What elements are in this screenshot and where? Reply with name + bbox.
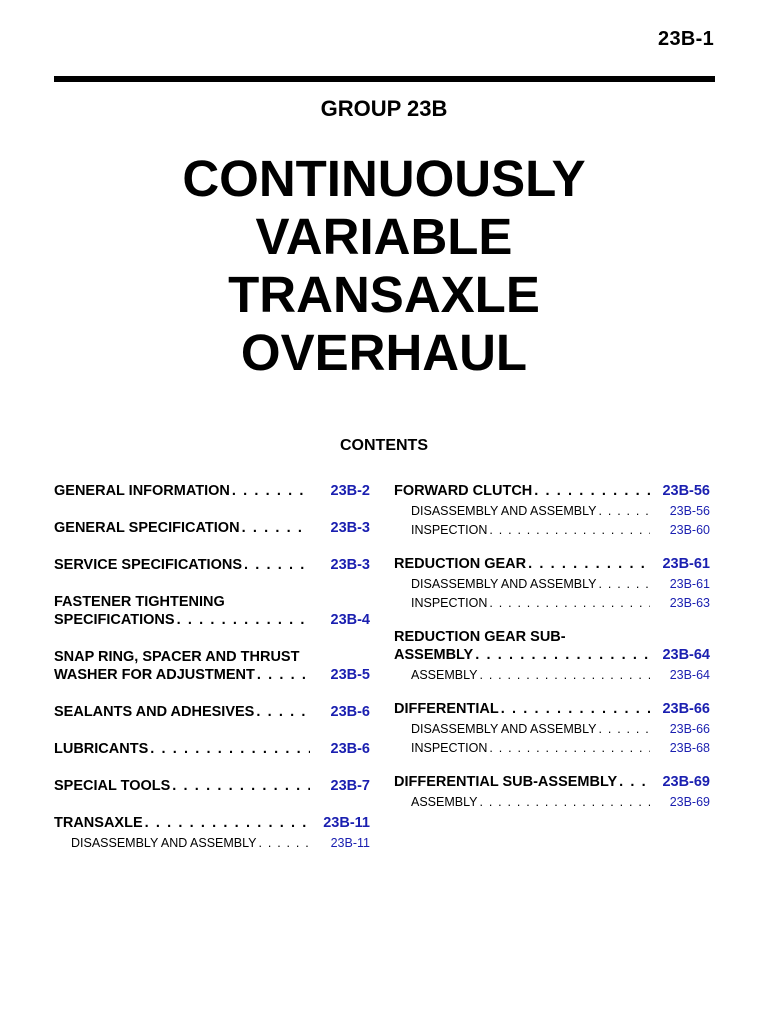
- dot-leader: [528, 555, 650, 573]
- toc-sub-entry[interactable]: [54, 834, 370, 853]
- toc-sub-label: INSPECTION: [411, 523, 488, 537]
- toc-page-link[interactable]: 23B-11: [323, 815, 370, 831]
- toc-left-column: [54, 482, 370, 868]
- toc-sub-label: DISASSEMBLY AND ASSEMBLY: [411, 577, 597, 591]
- dot-leader: [599, 720, 651, 739]
- toc-entry[interactable]: [54, 777, 370, 795]
- dot-leader: [489, 521, 650, 540]
- toc-sub-page-link[interactable]: 23B-63: [669, 596, 710, 610]
- title-line: OVERHAUL: [240, 324, 528, 381]
- dot-leader: [242, 519, 310, 537]
- toc-page-link[interactable]: 23B-66: [662, 701, 710, 717]
- toc-entry[interactable]: [394, 482, 710, 540]
- toc-entry-label: SERVICE SPECIFICATIONS: [54, 557, 242, 573]
- toc-page-link[interactable]: 23B-56: [662, 483, 710, 499]
- dot-leader: [150, 740, 310, 758]
- toc-sub-page-link[interactable]: 23B-69: [669, 795, 710, 809]
- toc-sub-page-link[interactable]: 23B-68: [669, 741, 710, 755]
- dot-leader: [479, 793, 650, 812]
- page-number: 23B-1: [658, 28, 714, 50]
- toc-page-link[interactable]: 23B-69: [662, 774, 710, 790]
- toc-page-link[interactable]: 23B-3: [330, 557, 370, 573]
- toc-entry[interactable]: [54, 814, 370, 853]
- toc-entry-label: ASSEMBLY: [394, 647, 474, 663]
- toc-page-link[interactable]: 23B-3: [330, 520, 370, 536]
- toc-sub-label: DISASSEMBLY AND ASSEMBLY: [411, 722, 597, 736]
- title-line: CONTINUOUSLY: [182, 150, 586, 207]
- toc-page-link[interactable]: 23B-61: [662, 556, 710, 572]
- toc-entry-label: FORWARD CLUTCH: [394, 483, 533, 499]
- toc-sub-entry[interactable]: [394, 575, 710, 594]
- toc-page-link[interactable]: 23B-2: [330, 483, 370, 499]
- toc-entry[interactable]: [54, 703, 370, 721]
- dot-leader: [619, 773, 650, 791]
- dot-leader: [479, 666, 650, 685]
- toc-sub-page-link[interactable]: 23B-64: [669, 668, 710, 682]
- dot-leader: [501, 700, 650, 718]
- toc-sub-label: INSPECTION: [411, 741, 488, 755]
- toc-entry-label: GENERAL SPECIFICATION: [54, 520, 240, 536]
- toc-page-link[interactable]: 23B-6: [330, 704, 370, 720]
- toc-entry-label: LUBRICANTS: [54, 741, 149, 757]
- dot-leader: [177, 611, 310, 629]
- toc-sub-page-link[interactable]: 23B-56: [669, 504, 710, 518]
- dot-leader: [534, 482, 650, 500]
- toc-sub-page-link[interactable]: 23B-60: [669, 523, 710, 537]
- toc-entry[interactable]: [54, 648, 370, 684]
- toc-entry-label: SPECIAL TOOLS: [54, 778, 171, 794]
- toc-page-link[interactable]: 23B-5: [330, 667, 370, 683]
- toc-entry[interactable]: [54, 519, 370, 537]
- toc-sub-page-link[interactable]: 23B-66: [669, 722, 710, 736]
- toc-entry[interactable]: [394, 555, 710, 613]
- toc-sub-entry[interactable]: [394, 720, 710, 739]
- dot-leader: [259, 834, 311, 853]
- toc-entry[interactable]: [394, 773, 710, 812]
- dot-leader: [489, 739, 650, 758]
- toc-entry-label: REDUCTION GEAR: [394, 556, 527, 572]
- toc-page-link[interactable]: 23B-64: [662, 647, 710, 663]
- page-title: [0, 150, 768, 382]
- dot-leader: [145, 814, 310, 832]
- toc-entry-label: DIFFERENTIAL SUB-ASSEMBLY: [394, 774, 618, 790]
- dot-leader: [257, 666, 310, 684]
- dot-leader: [475, 646, 650, 664]
- toc-entry[interactable]: [54, 593, 370, 629]
- dot-leader: [489, 594, 650, 613]
- toc-sub-entry[interactable]: [394, 739, 710, 758]
- toc-sub-entry[interactable]: [394, 793, 710, 812]
- toc-page-link[interactable]: 23B-4: [330, 612, 370, 628]
- toc-sub-label: DISASSEMBLY AND ASSEMBLY: [71, 836, 257, 850]
- toc-page-link[interactable]: 23B-7: [330, 778, 370, 794]
- toc-entry-label: WASHER FOR ADJUSTMENT: [54, 667, 255, 683]
- toc-entry[interactable]: [54, 482, 370, 500]
- toc-entry-label: TRANSAXLE: [54, 815, 143, 831]
- header-rule: [54, 76, 715, 82]
- group-label: GROUP 23B: [320, 96, 448, 121]
- toc-entry-label: SPECIFICATIONS: [54, 612, 175, 628]
- toc-sub-label: ASSEMBLY: [411, 668, 478, 682]
- dot-leader: [256, 703, 310, 721]
- toc-page-link[interactable]: 23B-6: [330, 741, 370, 757]
- toc-right-column: [394, 482, 710, 827]
- toc-entry-label-line1: REDUCTION GEAR SUB-: [394, 629, 566, 645]
- toc-sub-label: ASSEMBLY: [411, 795, 478, 809]
- toc-sub-entry[interactable]: [394, 666, 710, 685]
- toc-entry-label: DIFFERENTIAL: [394, 701, 499, 717]
- toc-sub-page-link[interactable]: 23B-11: [330, 836, 370, 850]
- contents-heading: CONTENTS: [340, 437, 428, 454]
- toc-entry-label-line1: SNAP RING, SPACER AND THRUST: [54, 649, 300, 665]
- dot-leader: [599, 575, 651, 594]
- toc-sub-page-link[interactable]: 23B-61: [669, 577, 710, 591]
- toc-sub-entry[interactable]: [394, 521, 710, 540]
- toc-entry[interactable]: [394, 700, 710, 758]
- toc-entry[interactable]: [54, 740, 370, 758]
- toc-entry-label: SEALANTS AND ADHESIVES: [54, 704, 255, 720]
- toc-entry-label-line1: FASTENER TIGHTENING: [54, 594, 225, 610]
- dot-leader: [244, 556, 310, 574]
- title-line: TRANSAXLE: [228, 266, 540, 323]
- dot-leader: [599, 502, 651, 521]
- toc-sub-label: INSPECTION: [411, 596, 488, 610]
- dot-leader: [232, 482, 310, 500]
- dot-leader: [172, 777, 310, 795]
- toc-entry[interactable]: [54, 556, 370, 574]
- toc-sub-entry[interactable]: [394, 594, 710, 613]
- toc-sub-entry[interactable]: [394, 502, 710, 521]
- toc-sub-label: DISASSEMBLY AND ASSEMBLY: [411, 504, 597, 518]
- title-line: VARIABLE: [255, 208, 513, 265]
- toc-entry-label: GENERAL INFORMATION: [54, 483, 230, 499]
- toc-entry[interactable]: [394, 628, 710, 685]
